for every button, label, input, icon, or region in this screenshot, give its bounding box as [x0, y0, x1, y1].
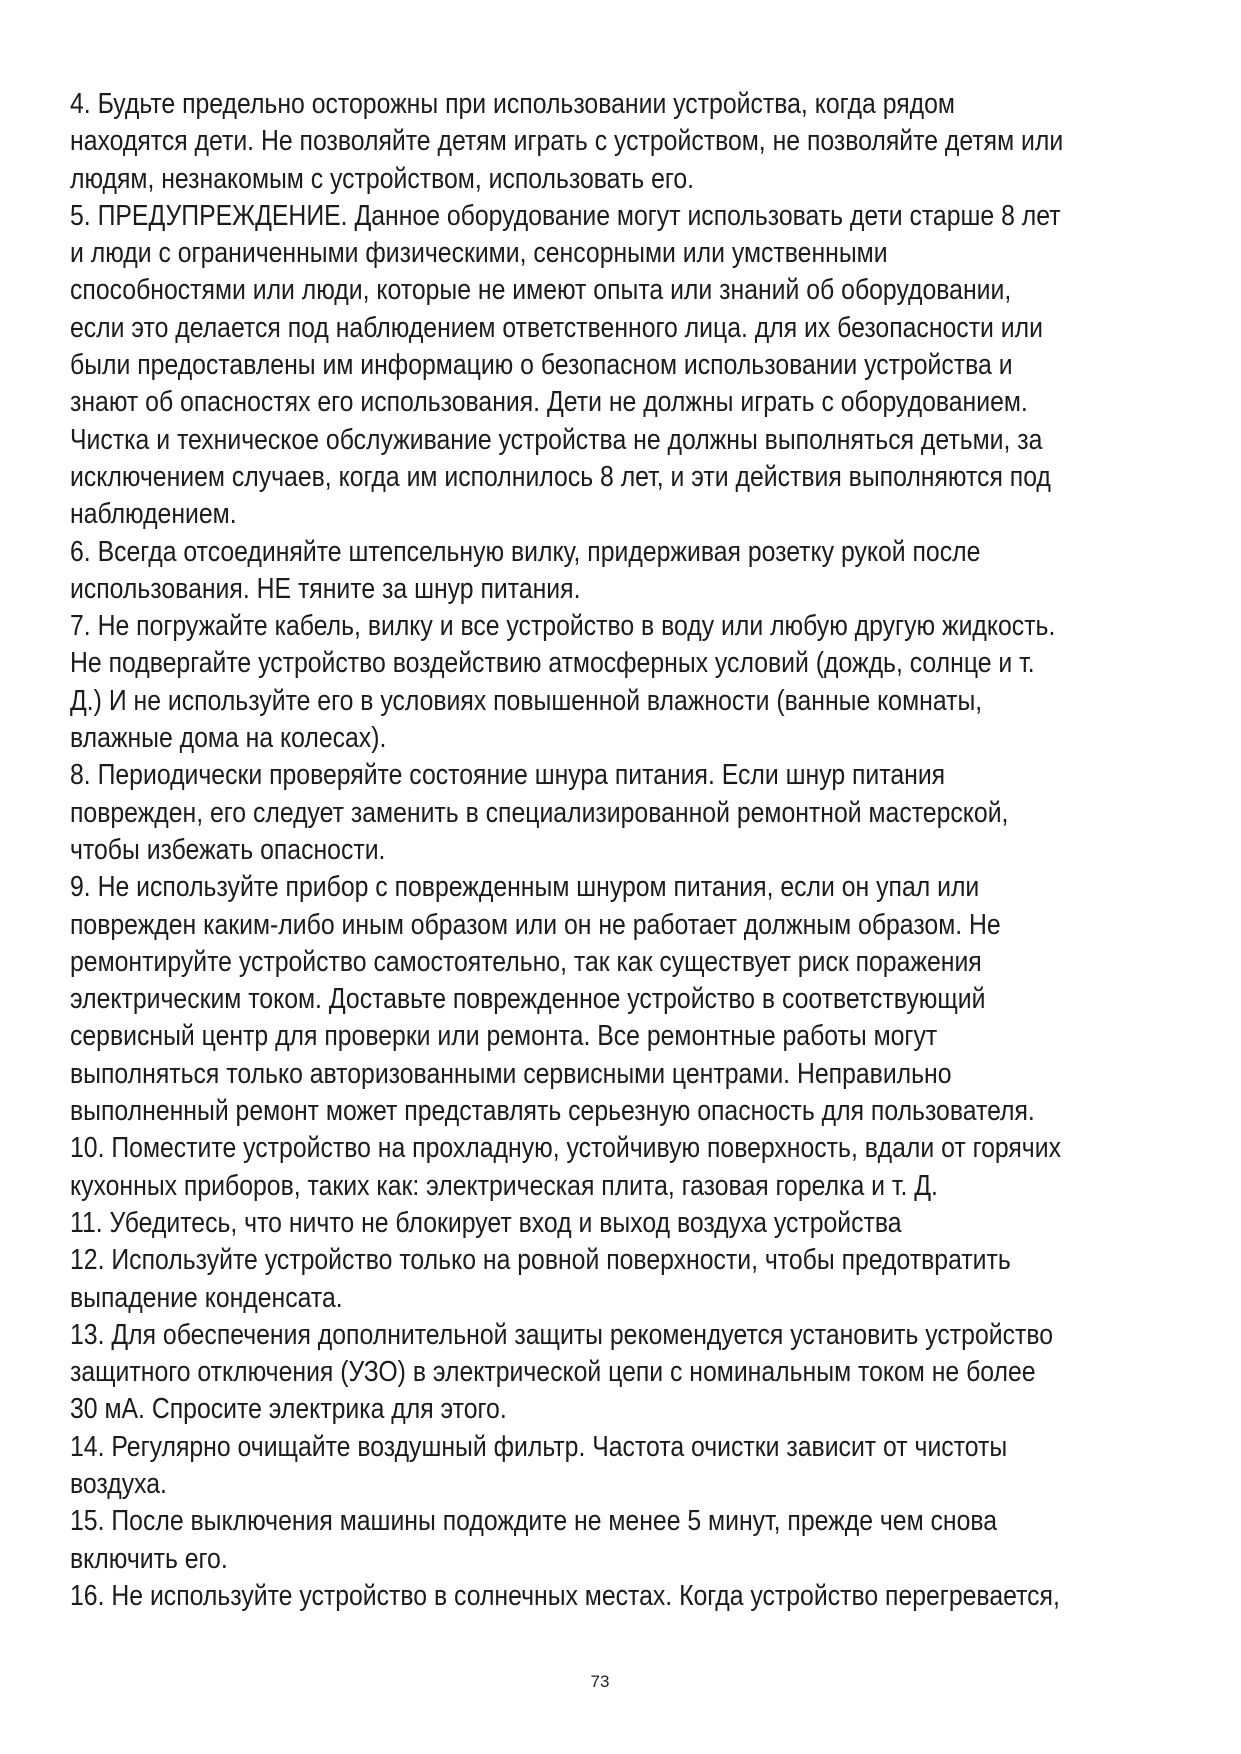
text-line: 16. Не используйте устройство в солнечных местах. Когда устройство перегревается, [70, 1579, 1060, 1612]
instruction-item-11 [70, 1205, 1044, 1242]
text-line: исключением случаев, когда им исполнилось 8 лет, и эти действия выполняются под [70, 460, 1051, 493]
text-line: сервисный центр для проверки или ремонта. Все ремонтные работы могут [70, 1020, 938, 1053]
text-line: использования. НЕ тяните за шнур питания. [70, 572, 581, 605]
page-number: 73 [590, 1672, 610, 1691]
text-line: электрическим током. Доставьте поврежденное устройство в соответствующий [70, 983, 986, 1016]
text-line: людям, незнакомым с устройством, использовать его. [70, 162, 695, 195]
text-line: если это делается под наблюдением ответственного лица. для их безопасности или [70, 311, 1043, 344]
text-line: выпадение конденсата. [70, 1281, 343, 1314]
text-line: 4. Будьте предельно осторожны при использовании устройства, когда рядом [70, 88, 955, 120]
text-line: наблюдением. [70, 498, 237, 531]
instruction-item-10 [70, 1130, 1061, 1205]
text-line: чтобы избежать опасности. [70, 833, 386, 866]
text-line: защитного отключения (УЗО) в электрической цепи с номинальным током не более [70, 1356, 1036, 1389]
text-line: и люди с ограниченными физическими, сенсорными или умственными [70, 237, 888, 270]
text-line: 11. Убедитесь, что ничто не блокирует вход и выход воздуха устройства [70, 1206, 902, 1239]
text-line: поврежден каким-либо иным образом или он не работает должным образом. Не [70, 908, 1001, 941]
instruction-item-8 [70, 757, 1044, 869]
instruction-item-6 [70, 534, 1044, 609]
text-line: 13. Для обеспечения дополнительной защиты рекомендуется установить устройство [70, 1318, 1054, 1351]
instruction-item-9 [70, 869, 1044, 1130]
text-line: 10. Поместите устройство на прохладную, устойчивую поверхность, вдали от горячих [70, 1132, 1061, 1165]
text-line: ремонтируйте устройство самостоятельно, так как существует риск поражения [70, 945, 982, 978]
text-line: поврежден, его следует заменить в специализированной ремонтной мастерской, [70, 796, 1009, 829]
text-line: 14. Регулярно очищайте воздушный фильтр. Частота очистки зависит от чистоты [70, 1430, 1008, 1463]
text-line: 7. Не погружайте кабель, вилку и все устройство в воду или любую другую жидкость. [70, 610, 1056, 643]
text-line: влажные дома на колесах). [70, 722, 387, 755]
text-line: 6. Всегда отсоединяйте штепсельную вилку, придерживая розетку рукой после [70, 535, 981, 568]
text-line: воздуха. [70, 1467, 167, 1500]
text-line: 5. ПРЕДУПРЕЖДЕНИЕ. Данное оборудование могут использовать дети старше 8 лет [70, 199, 1061, 232]
text-line: способностями или люди, которые не имеют опыта или знаний об оборудовании, [70, 274, 1012, 307]
text-line: 9. Не используйте прибор с поврежденным шнуром питания, если он упал или [70, 871, 980, 904]
text-line: выполняться только авторизованными сервисными центрами. Неправильно [70, 1057, 952, 1090]
instruction-item-4 [70, 86, 1064, 198]
instruction-item-13 [70, 1317, 1054, 1429]
instruction-item-12 [70, 1242, 1044, 1317]
text-line: включить его. [70, 1542, 228, 1575]
instruction-item-7 [70, 608, 1056, 757]
text-line: Чистка и техническое обслуживание устройства не должны выполняться детьми, за [70, 423, 1043, 456]
text-line: были предоставлены им информацию о безопасном использовании устройства и [70, 349, 1013, 382]
instruction-item-14 [70, 1429, 1044, 1504]
text-line: знают об опасностях его использования. Дети не должны играть с оборудованием. [70, 386, 1028, 419]
text-line: выполненный ремонт может представлять серьезную опасность для пользователя. [70, 1095, 1035, 1128]
text-line: 30 мА. Спросите электрика для этого. [70, 1393, 507, 1426]
text-line: кухонных приборов, таких как: электрическая плита, газовая горелка и т. Д. [70, 1169, 938, 1202]
text-line: 15. После выключения машины подождите не менее 5 минут, прежде чем снова [70, 1505, 998, 1538]
text-line: Д.) И не используйте его в условиях повышенной влажности (ванные комнаты, [70, 684, 983, 717]
text-line: находятся дети. Не позволяйте детям играть с устройством, не позволяйте детям или [70, 125, 1064, 158]
instruction-item-5 [70, 198, 1061, 534]
instructions-text [70, 86, 1064, 1615]
text-line: 12. Используйте устройство только на ровной поверхности, чтобы предотвратить [70, 1244, 1011, 1277]
text-line: Не подвергайте устройство воздействию атмосферных условий (дождь, солнце и т. [70, 647, 1035, 680]
instruction-item-16 [70, 1578, 1060, 1615]
text-line: 8. Периодически проверяйте состояние шнура питания. Если шнур питания [70, 759, 946, 792]
instruction-item-15 [70, 1503, 1044, 1578]
